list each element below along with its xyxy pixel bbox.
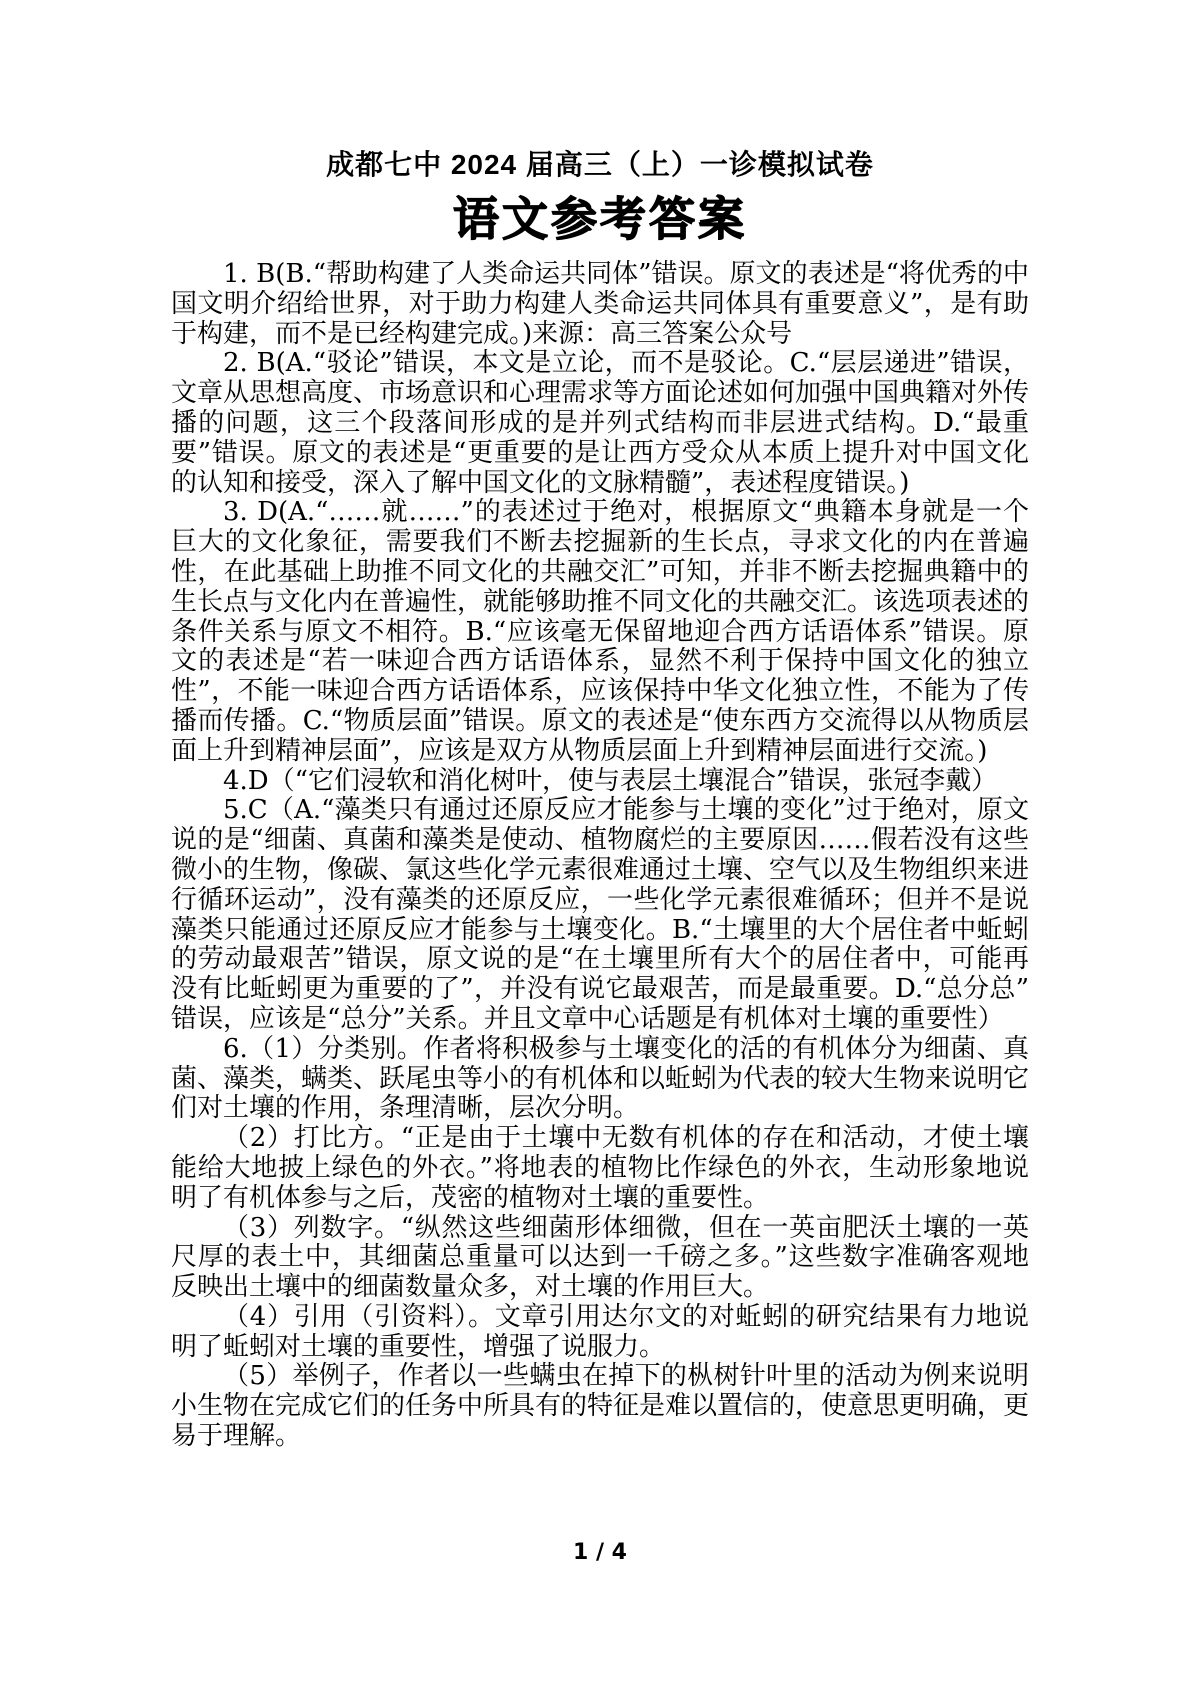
answer-paragraph-q1: 1. B(B.“帮助构建了人类命运共同体”错误。原文的表述是“将优秀的中国文明介绍给世界，对于助力构建人类命运共同体具有重要意义”，是有助于构建，而不是已经构建完成。)来源：高三答案公众号 [171,259,1029,349]
answer-paragraph-q3: 3. D(A.“……就……”的表述过于绝对，根据原文“典籍本身就是一个巨大的文化象征，需要我们不断去挖掘新的生长点，寻求文化的内在普遍性，在此基础上助推不同文化的共融交汇”可知，并非不断去挖掘典籍中的生长点与文化内在普遍性，就能够助推不同文化的共融交汇。该选项表述的条件关系与原文不相符。B.“应该毫无保留地迎合西方话语体系”错误。原文的表述是“若一味迎合西方话语体系，显然不利于保持中国文化的独立性”，不能一味迎合西方话语体系，应该保持中华文化独立性，不能为了传播而传播。C.“物质层面”错误。原文的表述是“使东西方交流得以从物质层面上升到精神层面”，应该是双方从物质层面上升到精神层面进行交流。) [171,497,1030,766]
answer-paragraph-q6-4: （4）引用（引资料）。文章引用达尔文的对蚯蚓的研究结果有力地说明了蚯蚓对土壤的重要性，增强了说服力。 [171,1301,1029,1362]
page-number: 1 / 4 [573,1540,627,1565]
answer-paragraph-q4: 4.D（“它们浸软和消化树叶，使与表层土壤混合”错误，张冠李戴） [223,765,998,796]
answer-paragraph-q6-2: （2）打比方。“正是由于土壤中无数有机体的存在和活动，才使土壤能给大地披上绿色的外衣。”将地表的植物比作绿色的外衣，生动形象地说明了有机体参与之后，茂密的植物对土壤的重要性。 [171,1123,1029,1213]
answer-paragraph-q6-5: （5）举例子，作者以一些螨虫在掉下的枞树针叶里的活动为例来说明小生物在完成它们的任务中所具有的特征是难以置信的，使意思更明确，更易于理解。 [171,1361,1030,1452]
answers-title: 语文参考答案 [453,192,747,246]
answer-paragraph-q6-1: 6.（1）分类别。作者将积极参与土壤变化的活的有机体分为细菌、真菌、藻类，螨类、跃尾虫等小的有机体和以蚯蚓为代表的较大生物来说明它们对土壤的作用，条理清晰，层次分明。 [171,1033,1030,1124]
answers-body [171,260,1029,1452]
answer-paragraph-q6-3: （3）列数字。“纵然这些细菌形体细微，但在一英亩肥沃土壤的一英尺厚的表土中，其细菌总重量可以达到一千磅之多。”这些数字准确客观地反映出土壤中的细菌数量众多，对土壤的作用巨大。 [171,1212,1029,1303]
answer-paragraph-q2: 2. B(A.“驳论”错误，本文是立论，而不是驳论。C.“层层递进”错误，文章从思想高度、市场意识和心理需求等方面论述如何加强中国典籍对外传播的问题，这三个段落间形成的是并列式结构而非层进式结构。D.“最重要”错误。原文的表述是“更重要的是让西方受众从本质上提升对中国文化的认知和接受，深入了解中国文化的文脉精髓”，表述程度错误。) [171,348,1030,498]
exam-title: 成都七中 2024 届高三（上）一诊模拟试卷 [326,149,874,180]
answer-paragraph-q5: 5.C（A.“藻类只有通过还原反应才能参与土壤的变化”过于绝对，原文说的是“细菌、真菌和藻类是使动、植物腐烂的主要原因……假若没有这些微小的生物，像碳、氯这些化学元素很难通过土壤、空气以及生物组织来进行循环运动”，没有藻类的还原反应，一些化学元素很难循环；但并不是说藻类只能通过还原反应才能参与土壤变化。B.“土壤里的大个居住者中蚯蚓的劳动最艰苦”错误，原文说的是“在土壤里所有大个的居住者中，可能再没有比蚯蚓更为重要的了”，并没有说它最艰苦，而是最重要。D.“总分总”错误，应该是“总分”关系。并且文章中心话题是有机体对土壤的重要性） [171,795,1030,1034]
